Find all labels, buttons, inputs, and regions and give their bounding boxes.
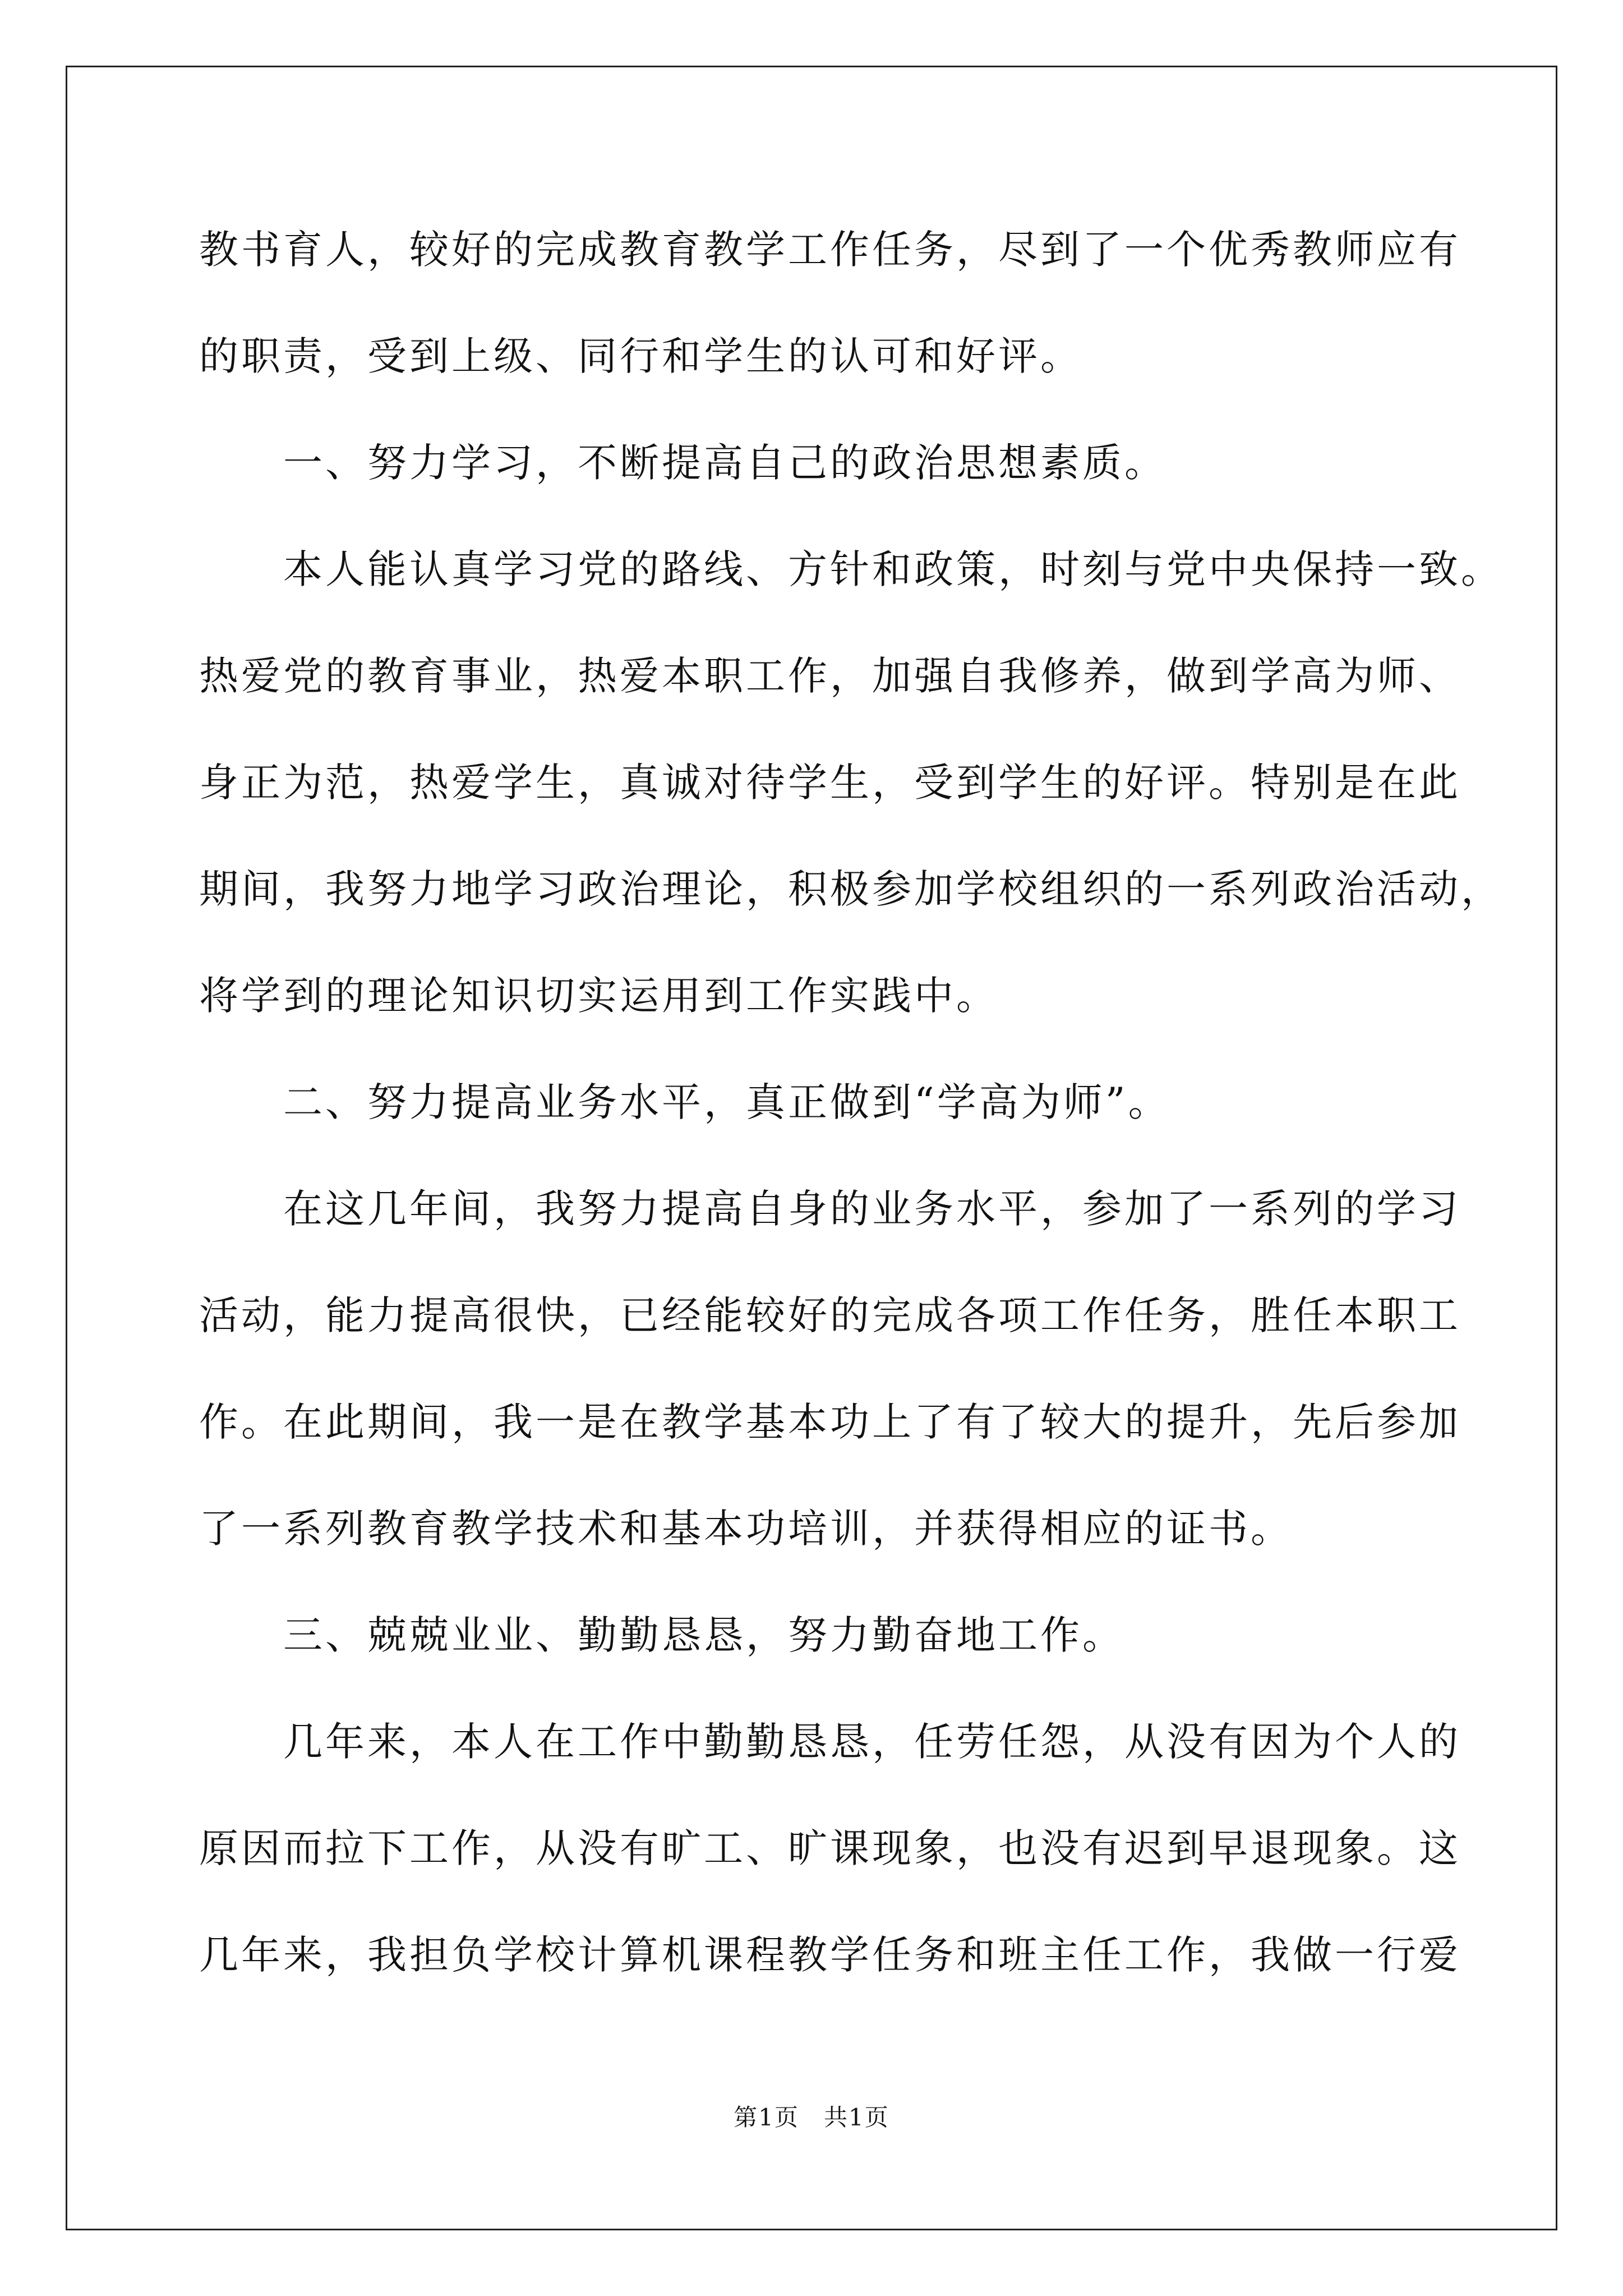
body-line: 将学到的理论知识切实运用到工作实践中。	[199, 973, 998, 1019]
section-heading: 二、努力提高业务水平，真正做到“学高为师”。	[199, 1079, 1170, 1125]
body-line: 作。在此期间，我一是在教学基本功上了有了较大的提升，先后参加	[199, 1399, 1461, 1445]
body-line: 了一系列教育教学技术和基本功培训，并获得相应的证书。	[199, 1506, 1293, 1552]
body-line: 活动，能力提高很快，已经能较好的完成各项工作任务，胜任本职工	[199, 1292, 1461, 1338]
body-line: 本人能认真学习党的路线、方针和政策，时刻与党中央保持一致。	[199, 546, 1503, 592]
body-line: 几年来，我担负学校计算机课程教学任务和班主任工作，我做一行爱	[199, 1932, 1461, 1978]
body-line: 的职责，受到上级、同行和学生的认可和好评。	[199, 333, 1082, 379]
section-heading: 一、努力学习，不断提高自己的政治思想素质。	[199, 440, 1166, 486]
body-line: 教书育人，较好的完成教育教学工作任务，尽到了一个优秀教师应有	[199, 227, 1461, 273]
body-line: 期间，我努力地学习政治理论，积极参加学校组织的一系列政治活动，	[199, 866, 1503, 912]
page-number-footer: 第1页 共1页	[734, 2104, 889, 2131]
body-line: 在这几年间，我努力提高自身的业务水平，参加了一系列的学习	[199, 1186, 1461, 1232]
body-line: 几年来，本人在工作中勤勤恳恳，任劳任怨，从没有因为个人的	[199, 1719, 1461, 1765]
section-heading: 三、兢兢业业、勤勤恳恳，努力勤奋地工作。	[199, 1612, 1124, 1658]
body-line: 原因而拉下工作，从没有旷工、旷课现象，也没有迟到早退现象。这	[199, 1825, 1461, 1871]
page-frame	[66, 66, 1557, 2230]
body-line: 热爱党的教育事业，热爱本职工作，加强自我修养，做到学高为师、	[199, 653, 1461, 699]
body-line: 身正为范，热爱学生，真诚对待学生，受到学生的好评。特别是在此	[199, 760, 1461, 806]
